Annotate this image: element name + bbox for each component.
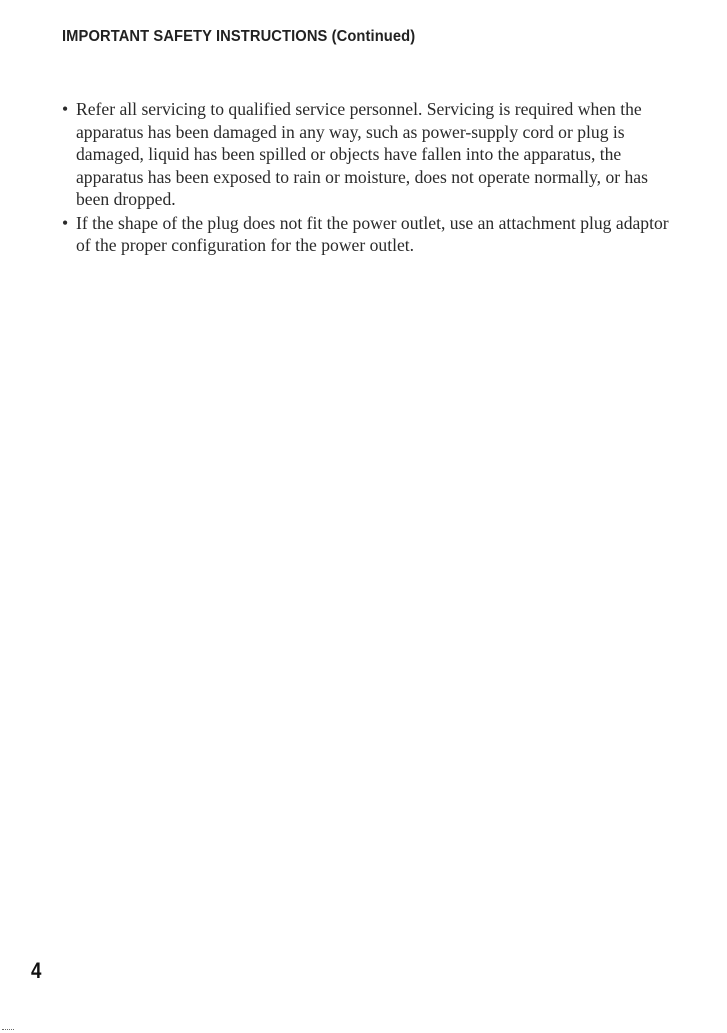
bullet-icon: •: [62, 212, 69, 233]
page-title: IMPORTANT SAFETY INSTRUCTIONS (Continued): [62, 28, 416, 45]
bullet-icon: •: [62, 99, 69, 119]
instruction-text: Refer all servicing to qualified service personnel. Servicing is required when the apparatus has been damaged in any way, such as power-supply cord or plug is damaged, liquid has been spilled or objects have fallen into the apparatus, the apparatus has been exposed to rain or moisture, does not operate normally, or has been dropped.: [76, 99, 648, 209]
list-item: [60, 212, 680, 257]
scan-corner-mark: [2, 1029, 14, 1030]
safety-instruction-list: [60, 98, 680, 258]
page-number: 4: [31, 958, 42, 983]
instruction-text: If the shape of the plug does not fit the power outlet, use an attachment plug adaptor of the proper configuration for the power outlet.: [76, 212, 669, 255]
list-item: [60, 98, 680, 211]
